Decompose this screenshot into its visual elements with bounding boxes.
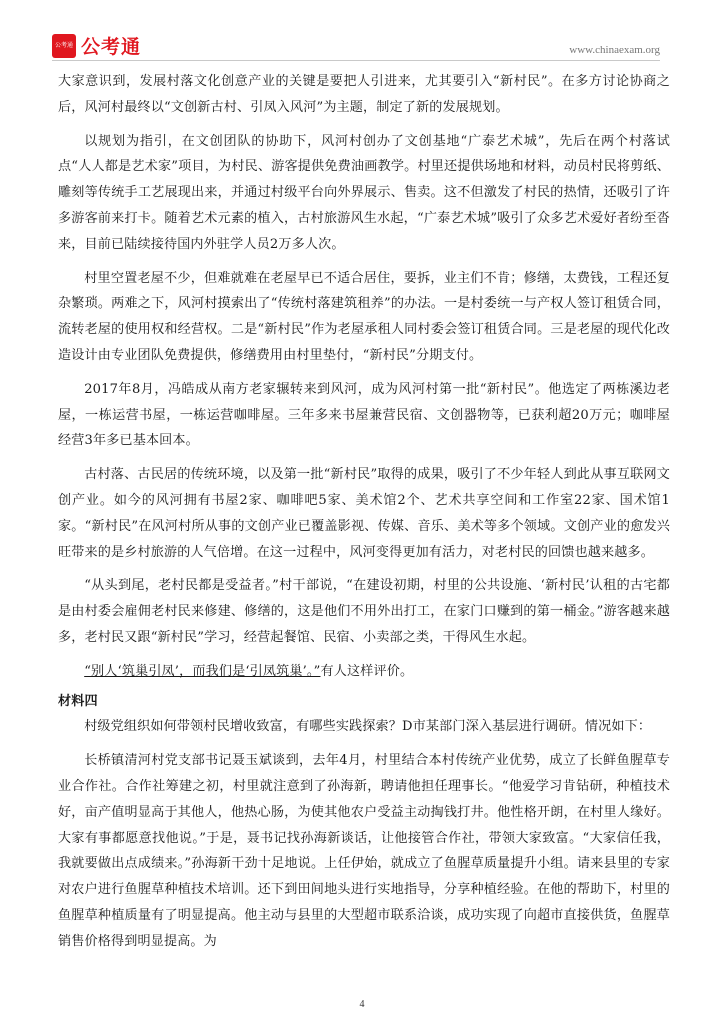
- section-heading: 材料四: [58, 693, 98, 709]
- paragraph-4: 2017年8月，冯皓成从南方老家辗转来到风河，成为风河村第一批“新村民”。他选定了两栋溪边老屋，一栋运营书屋，一栋运营咖啡屋。三年多来书屋兼营民宿、文创器物等，已获利超20万元；咖啡屋经营3年多已基本回本。: [58, 381, 670, 449]
- paragraph-5: 古村落、古民居的传统环境，以及第一批“新村民”取得的成果，吸引了不少年轻人到此从事互联网文创产业。如今的风河拥有书屋2家、咖啡吧5家、美术馆2个、艺术共享空间和工作室22家、国术馆1家。“新村民”在风河村所从事的文创产业已覆盖影视、传媒、音乐、美术等多个领域。文创产业的愈发兴旺带来的是乡村旅游的人气倍增。在这一过程中，风河变得更加有活力，对老村民的回馈也越来越多。: [58, 467, 670, 560]
- document-body: [58, 69, 670, 955]
- paragraph-8: 村级党组织如何带领村民增收致富，有哪些实践探索？D市某部门深入基层进行调研。情况如下：: [84, 719, 652, 735]
- paragraph-6: “从头到尾，老村民都是受益者。”村干部说，“在建设初期，村里的公共设施、‘新村民’认租的古宅都是由村委会雇佣老村民来修建、修缮的，这是他们不用外出打工，在家门口赚到的第一桶金。”游客越来越多，老村民又跟“新村民”学习，经营起餐馆、民宿、小卖部之类，干得风生水起。: [58, 578, 670, 645]
- site-url: www.chinaexam.org: [569, 44, 660, 56]
- paragraph-7: [58, 659, 670, 685]
- quoted-saying: “别人‘筑巢引凤’，而我们是‘引凤筑巢’。”: [84, 663, 321, 679]
- page-number: 4: [359, 999, 365, 1010]
- paragraph-1: 大家意识到，发展村落文化创意产业的关键是要把人引进来，尤其要引入“新村民”。在多方讨论协商之后，风河村最终以“文创新古村、引凤入风河”为主题，制定了新的发展规划。: [58, 74, 670, 115]
- paragraph-2: 以规划为指引，在文创团队的协助下，风河村创办了文创基地“广泰艺术城”，先后在两个村落试点“人人都是艺术家”项目，为村民、游客提供免费油画教学。村里还提供场地和材料，动员村民将剪纸、雕刻等传统手工艺展现出来，并通过村级平台向外界展示、售卖。这不但激发了村民的热情，还吸引了许多游客前来打卡。随着艺术元素的植入，古村旅游风生水起，“广泰艺术城”吸引了众多艺术爱好者纷至沓来，目前已陆续接待国内外驻学人员2万多人次。: [58, 133, 670, 252]
- paragraph-3: 村里空置老屋不少，但难就难在老屋早已不适合居住，要拆，业主们不肯；修缮，太费钱，工程还复杂繁琐。两难之下，风河村摸索出了“传统村落建筑租养”的办法。一是村委统一与产权人签订租赁合同，流转老屋的使用权和经营权。二是“新村民”作为老屋承租人同村委会签订租赁合同。三是老屋的现代化改造设计由专业团队免费提供，修缮费用由村里垫付，“新村民”分期支付。: [58, 270, 670, 363]
- logo-text: 公考通: [81, 36, 142, 58]
- header-divider: [52, 60, 660, 61]
- page-header: [0, 0, 724, 64]
- paragraph-7-rest: 有人这样评价。: [320, 663, 414, 679]
- brand-logo: [52, 32, 141, 59]
- paragraph-9: 长桥镇清河村党支部书记聂玉斌谈到，去年4月，村里结合本村传统产业优势，成立了长鲜鱼腥草专业合作社。合作社筹建之初，村里就注意到了孙海新，聘请他担任理事长。“他爱学习肯钻研，种植技术好，亩产值明显高于其他人，他热心肠，为使其他农户受益主动掏钱打井。他性格开朗，在村里人缘好。大家有事都愿意找他说。”于是，聂书记找孙海新谈话，让他接管合作社，带领大家致富。“大家信任我，我就要做出点成绩来。”孙海新干劲十足地说。上任伊始，就成立了鱼腥草质量提升小组。请来县里的专家对农户进行鱼腥草种植技术培训。还下到田间地头进行实地指导，分享种植经验。在他的帮助下，村里的鱼腥草种植质量有了明显提高。他主动与县里的大型超市联系洽谈，成功实现了向超市直接供货，鱼腥草销售价格得到明显提高。为: [58, 753, 670, 949]
- logo-badge-icon: 公考通: [52, 34, 76, 58]
